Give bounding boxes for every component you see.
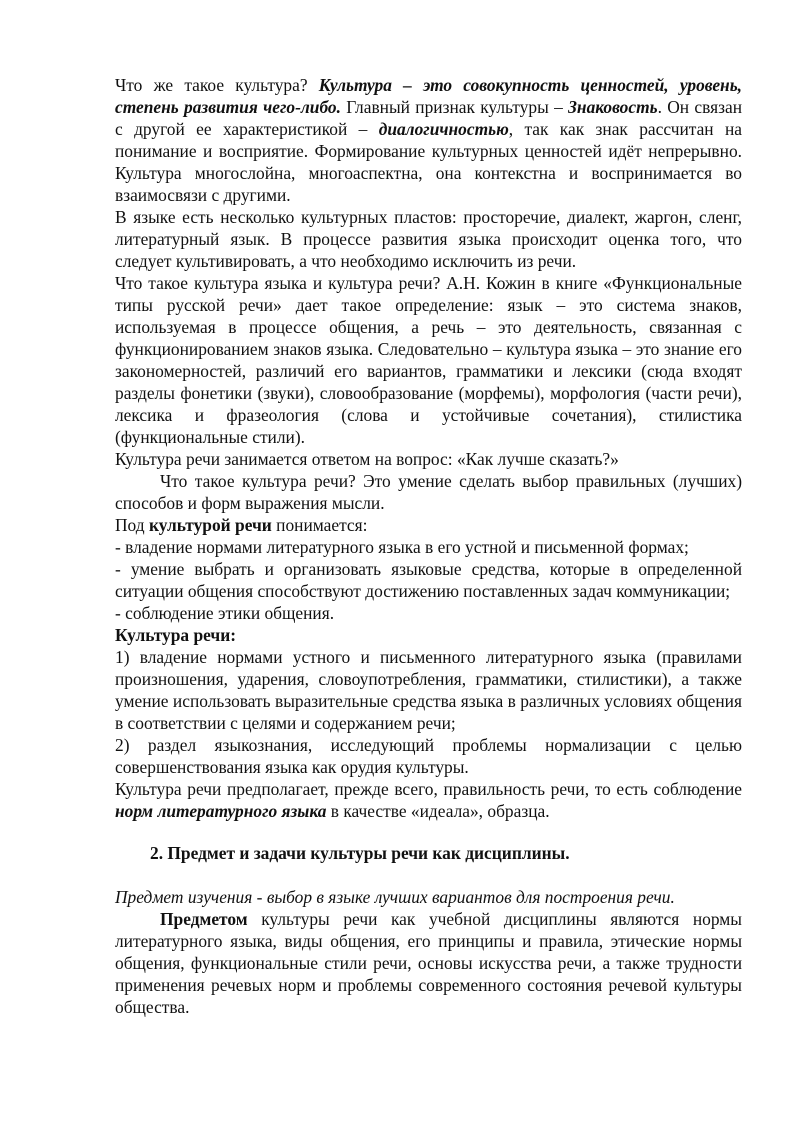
- section-heading: 2. Предмет и задачи культуры речи как дисциплины.: [150, 843, 570, 863]
- text: Под: [115, 515, 149, 535]
- list-item: - владение нормами литературного языка в его устной и письменной формах;: [115, 537, 689, 557]
- emphasis-term: Предметом: [160, 909, 248, 929]
- text: в качестве «идеала», образца.: [326, 801, 550, 821]
- paragraph-subject: [115, 908, 742, 1018]
- document-page: [115, 74, 742, 1018]
- text: понимается:: [271, 515, 368, 535]
- text: Культура речи предполагает, прежде всего, правильность речи, то есть соблюдение: [115, 779, 742, 799]
- list-item: - соблюдение этики общения.: [115, 603, 335, 623]
- subject-of-study-line: Предмет изучения - выбор в языке лучших вариантов для построения речи.: [115, 887, 675, 907]
- emphasis-term: норм литературного языка: [115, 801, 327, 821]
- list-item: - умение выбрать и организовать языковые средства, которые в определенной ситуации общения способствуют достижению поставленных задач коммуникации;: [115, 559, 742, 601]
- text: культуры речи как учебной дисциплины являются нормы литературного языка, виды общения, его принципы и правила, этические нормы общения, функциональные стили речи, основы искусства речи, а также трудности применения речевых норм и проблемы современного состояния речевой культуры общества.: [115, 909, 742, 1017]
- emphasis-term: культурой речи: [148, 515, 272, 535]
- emphasis-definition: Культура – это совокупность ценностей, уровень, степень развития чего-либо.: [115, 75, 742, 117]
- emphasis-term: диалогичностью: [378, 119, 509, 139]
- list-item: 1) владение нормами устного и письменного литературного языка (правилами произношения, ударения, словоупотребления, грамматики, стилистики), а также умение использовать выразительные средства языка в различных условиях общения в соответствии с целями и содержанием речи;: [115, 647, 742, 733]
- text: , так как знак рассчитан на понимание и восприятие. Формирование культурных ценностей идёт непрерывно. Культура многослойна, многоаспектна, она контекстна и воспринимается во взаимосвязи с другими.: [115, 119, 742, 205]
- list-item: 2) раздел языкознания, исследующий проблемы нормализации с целью совершенствования языка как орудия культуры.: [115, 735, 742, 777]
- text: Главный признак культуры –: [340, 97, 569, 117]
- paragraph-speech-culture-what: Что такое культура речи? Это умение сделать выбор правильных (лучших) способов и форм выражения мысли.: [115, 471, 742, 513]
- emphasis-term: Знаковость: [568, 97, 658, 117]
- paragraph-language-and-speech: Что такое культура языка и культура речи? А.Н. Кожин в книге «Функциональные типы русской речи» дает такое определение: язык – это система знаков, используемая в процессе общения, а речь – это деятельность, связанная с функционированием знаков языка. Следовательно – культура языка – это знание его закономерностей, различий его вариантов, грамматики и лексики (сюда входят разделы фонетики (звуки), словообразование (морфемы), морфология (части речи), лексика и фразеология (слова и устойчивые сочетания), стилистика (функциональные стили).: [115, 273, 742, 447]
- text: Что же такое культура?: [115, 75, 319, 95]
- text: . Он связан с другой ее характеристикой –: [115, 97, 742, 139]
- paragraph-culture-definition: [115, 74, 742, 206]
- paragraph-correctness: [115, 778, 742, 822]
- paragraph-under-speech-culture: [115, 514, 742, 536]
- paragraph-question: Культура речи занимается ответом на вопрос: «Как лучше сказать?»: [115, 449, 619, 469]
- paragraph-language-layers: В языке есть несколько культурных пластов: просторечие, диалект, жаргон, сленг, литературный язык. В процессе развития языка происходит оценка того, что следует культивировать, а что необходимо исключить из речи.: [115, 207, 742, 271]
- subheading-speech-culture: Культура речи:: [115, 625, 237, 645]
